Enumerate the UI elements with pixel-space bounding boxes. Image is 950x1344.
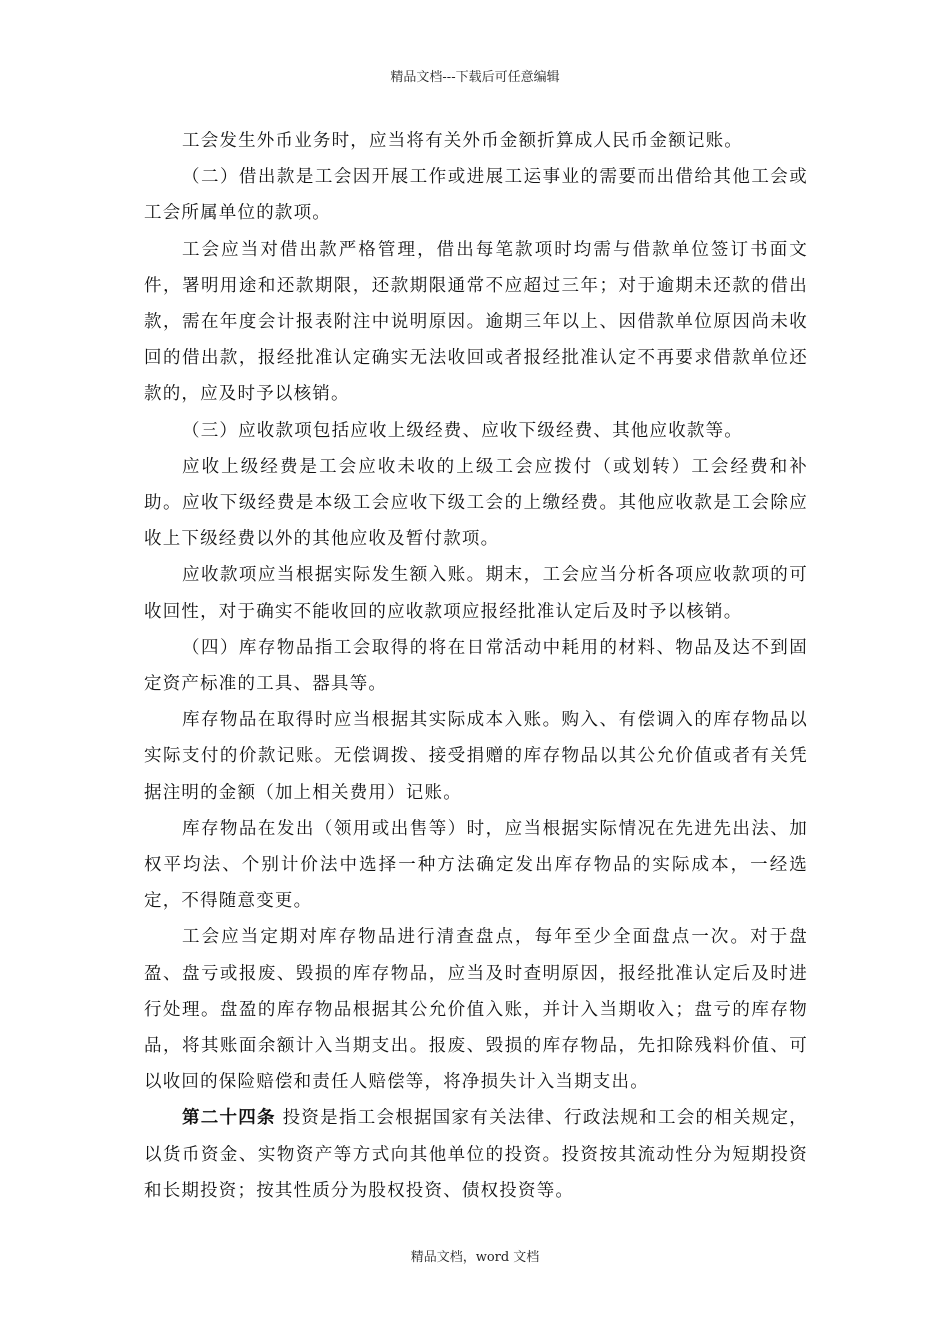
paragraph-text: 投资是指工会根据国家有关法律、行政法规和工会的相关规定，以货币资金、实物资产等方式向其他单位的投资。投资按其流动性分为短期投资和长期投资；按其性质分为股权投资、债权投资等。 — [144, 1108, 808, 1201]
paragraph — [144, 557, 808, 629]
paragraph-text: （二）借出款是工会因开展工作或进展工运事业的需要而出借给其他工会或工会所属单位的款项。 — [144, 167, 808, 224]
paragraph-text: 库存物品在发出（领用或出售等）时，应当根据实际情况在先进先出法、加权平均法、个别计价法中选择一种方法确定发出库存物品的实际成本，一经选定，不得随意变更。 — [144, 818, 808, 912]
paragraph — [144, 630, 808, 702]
paragraph — [144, 159, 808, 231]
paragraph-text: 工会应当对借出款严格管理，借出每笔款项时均需与借款单位签订书面文件，署明用途和还款期限，还款期限通常不应超过三年；对于逾期未还款的借出款，需在年度会计报表附注中说明原因。逾期三年以上、因借款单位原因尚未收回的借出款，报经批准认定确实无法收回或者报经批准认定不再要求借款单位还款的，应及时予以核销。 — [144, 239, 808, 405]
article-number: 第二十四条 — [182, 1108, 276, 1129]
document-body — [144, 123, 808, 1209]
paragraph — [144, 811, 808, 920]
paragraph-text: 工会发生外币业务时，应当将有关外币金额折算成人民币金额记账。 — [182, 131, 743, 151]
paragraph-text: 工会应当定期对库存物品进行清查盘点，每年至少全面盘点一次。对于盘盈、盘亏或报废、毁损的库存物品，应当及时查明原因，报经批准认定后及时进行处理。盘盈的库存物品根据其公允价值入账，并计入当期收入；盘亏的库存物品，将其账面余额计入当期支出。报废、毁损的库存物品，先扣除残料价值、可以收回的保险赔偿和责任人赔偿等，将净损失计入当期支出。 — [144, 927, 808, 1093]
paragraph — [144, 702, 808, 811]
page-header: 精品文档---下载后可任意编辑 — [390, 70, 560, 85]
paragraph-text: （四）库存物品指工会取得的将在日常活动中耗用的材料、物品及达不到固定资产标准的工具、器具等。 — [144, 637, 808, 695]
paragraph — [144, 919, 808, 1100]
paragraph — [144, 449, 808, 558]
paragraph-text: 库存物品在取得时应当根据其实际成本入账。购入、有偿调入的库存物品以实际支付的价款记账。无偿调拨、接受捐赠的库存物品以其公允价值或者有关凭据注明的金额（加上相关费用）记账。 — [144, 710, 808, 803]
paragraph — [144, 413, 808, 449]
paragraph — [144, 123, 808, 159]
article-paragraph — [144, 1100, 808, 1209]
page-footer: 精品文档，word 文档 — [410, 1250, 540, 1265]
paragraph-text: （三）应收款项包括应收上级经费、应收下级经费、其他应收款等。 — [182, 420, 743, 441]
paragraph-text: 应收上级经费是工会应收未收的上级工会应拨付（或划转）工会经费和补助。应收下级经费是本级工会应收下级工会的上缴经费。其他应收款是工会除应收上下级经费以外的其他应收及暂付款项。 — [144, 456, 808, 550]
paragraph-text: 应收款项应当根据实际发生额入账。期末，工会应当分析各项应收款项的可收回性，对于确实不能收回的应收款项应报经批准认定后及时予以核销。 — [144, 565, 808, 622]
paragraph — [144, 232, 808, 413]
